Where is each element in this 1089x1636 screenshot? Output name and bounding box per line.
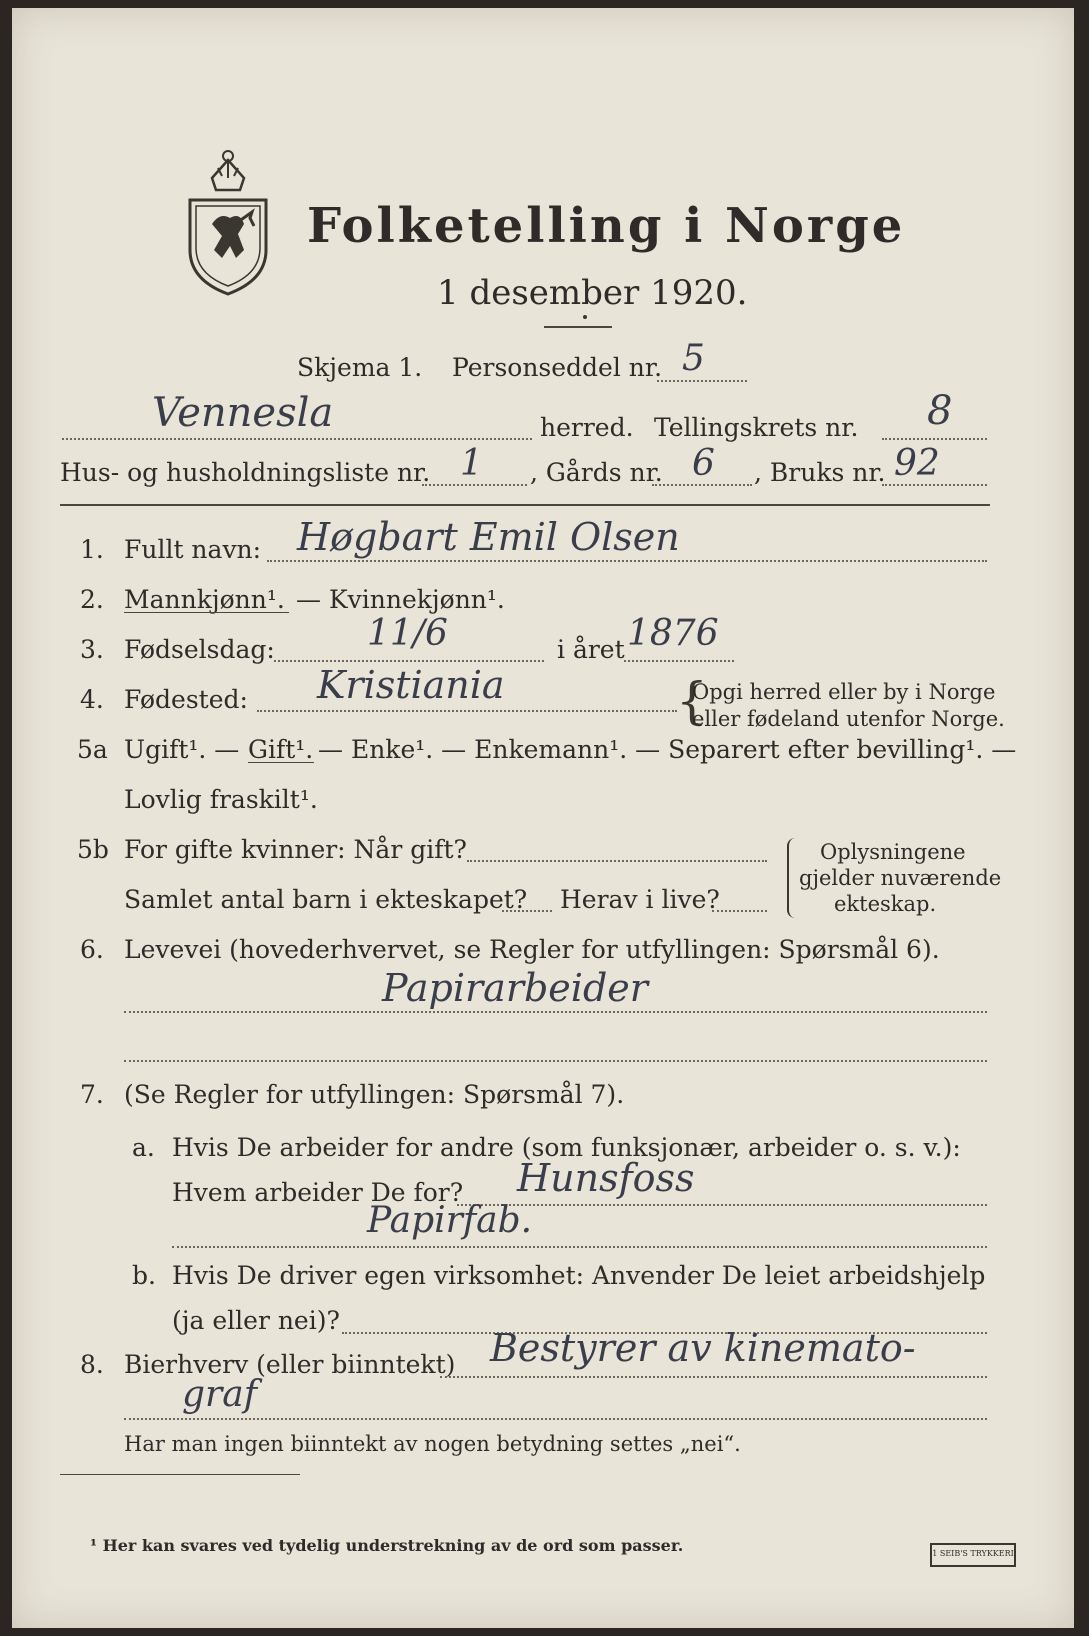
married-when-label: For gifte kvinner: Når gift? (124, 835, 467, 864)
herred-value: Vennesla (152, 390, 334, 436)
birth-year-value: 1876 (627, 613, 719, 654)
q3-number: 3. (80, 635, 104, 664)
herred-label: herred. (540, 413, 634, 442)
side-income-line1 (440, 1376, 987, 1378)
q8-number: 8. (80, 1350, 104, 1379)
gender-female: — Kvinnekjønn¹. (296, 585, 505, 614)
side-income-label: Bierhverv (eller biinntekt) (124, 1350, 456, 1379)
marriage-note-line1: Oplysningene (820, 840, 966, 864)
children-total-line (502, 910, 552, 912)
q5a-number: 5a (77, 735, 108, 764)
q7b-label: Hvis De driver egen virksomhet: Anvender De leiet arbeidshjelp (172, 1261, 986, 1290)
tellingskrets-value: 8 (927, 388, 953, 434)
gards-label: , Gårds nr. (530, 458, 663, 487)
q7-label: (Se Regler for utfyllingen: Spørsmål 7). (124, 1080, 625, 1109)
husliste-value: 1 (460, 443, 483, 484)
children-alive-line (712, 910, 767, 912)
employer-line1 (457, 1204, 987, 1206)
tellingskrets-label: Tellingskrets nr. (654, 413, 859, 442)
footnote-separator (60, 1474, 300, 1475)
census-date: 1 desember 1920. (437, 273, 748, 313)
gards-value: 6 (692, 443, 715, 484)
census-form-page (12, 8, 1074, 1628)
employer-line2 (172, 1246, 987, 1248)
occupation-line1 (124, 1011, 987, 1013)
form-title: Folketelling i Norge (307, 198, 906, 254)
birthplace-label: Fødested: (124, 685, 248, 714)
gender-male-underline (124, 612, 289, 613)
bruks-value: 92 (894, 443, 940, 484)
husliste-line (422, 484, 527, 486)
q7b-letter: b. (132, 1261, 156, 1290)
birth-year-line (624, 660, 734, 662)
herred-line (62, 438, 532, 440)
personseddel-value: 5 (682, 338, 705, 379)
q7-number: 7. (80, 1080, 104, 1109)
occupation-line2 (124, 1060, 987, 1062)
marital-married: Gift¹. (248, 735, 314, 764)
title-divider (544, 326, 612, 328)
marriage-note-line3: ekteskap. (834, 892, 937, 916)
gender-male: Mannkjønn¹. (124, 585, 285, 614)
divider-dot (583, 315, 587, 319)
q4-number: 4. (80, 685, 104, 714)
bruks-label: , Bruks nr. (754, 458, 886, 487)
side-income-value-line2: graf (182, 1374, 258, 1415)
q1-number: 1. (80, 535, 104, 564)
bruks-line (882, 484, 987, 486)
birthday-value: 11/6 (367, 613, 448, 654)
birthplace-note-line1: Opgi herred eller by i Norge (692, 680, 996, 704)
norway-coat-of-arms-icon (182, 138, 274, 298)
schema-label: Skjema 1. (297, 353, 423, 382)
children-total-label: Samlet antal barn i ekteskapet? (124, 885, 528, 914)
personseddel-line (657, 380, 747, 382)
q7a-label: Hvis De arbeider for andre (som funksjonær, arbeider o. s. v.): (172, 1133, 961, 1162)
marital-other-options: — Enke¹. — Enkemann¹. — Separert efter bevilling¹. — (318, 735, 1017, 764)
marriage-note-brace (787, 838, 799, 918)
husliste-label: Hus- og husholdningsliste nr. (60, 458, 431, 487)
birthday-label: Fødselsdag: (124, 635, 275, 664)
printer-stamp-text: 1 SEIB'S TRYKKERI (932, 1549, 1014, 1558)
birth-year-label: i året (557, 635, 625, 664)
full-name-line (267, 560, 987, 562)
employer-value-line1: Hunsfoss (517, 1156, 695, 1200)
q5b-number: 5b (77, 835, 109, 864)
married-when-line (467, 860, 767, 862)
printer-stamp (930, 1543, 1016, 1567)
side-income-value-line1: Bestyrer av kinemato- (490, 1326, 916, 1370)
q2-number: 2. (80, 585, 104, 614)
birthday-line (274, 660, 544, 662)
birthplace-note-brace: { (676, 672, 708, 730)
side-income-note: Har man ingen biinntekt av nogen betydning settes „nei“. (124, 1432, 741, 1456)
employer-value-line2: Papirfab. (367, 1200, 533, 1241)
q7a-letter: a. (132, 1133, 155, 1162)
header-separator (60, 504, 990, 506)
personseddel-label: Personseddel nr. (452, 353, 663, 382)
footnote: ¹ Her kan svares ved tydelig understrekning av de ord som passer. (90, 1536, 684, 1555)
marriage-note-line2: gjelder nuværende (799, 866, 1002, 890)
q6-number: 6. (80, 935, 104, 964)
side-income-line2 (124, 1418, 987, 1420)
marital-divorced: Lovlig fraskilt¹. (124, 785, 318, 814)
birthplace-value: Kristiania (317, 663, 505, 707)
gards-line (652, 484, 752, 486)
marital-married-underline (248, 762, 314, 763)
full-name-value: Høgbart Emil Olsen (297, 515, 680, 559)
q7b-yes-no-label: (ja eller nei)? (172, 1306, 340, 1335)
full-name-label: Fullt navn: (124, 535, 262, 564)
employer-label: Hvem arbeider De for? (172, 1178, 464, 1207)
birthplace-line (257, 710, 677, 712)
marital-unmarried: Ugift¹. — (124, 735, 240, 764)
occupation-label: Levevei (hovederhvervet, se Regler for utfyllingen: Spørsmål 6). (124, 935, 940, 964)
tellingskrets-line (882, 438, 987, 440)
children-alive-label: Herav i live? (560, 885, 720, 914)
occupation-value: Papirarbeider (382, 966, 648, 1010)
birthplace-note-line2: eller fødeland utenfor Norge. (692, 707, 1005, 731)
